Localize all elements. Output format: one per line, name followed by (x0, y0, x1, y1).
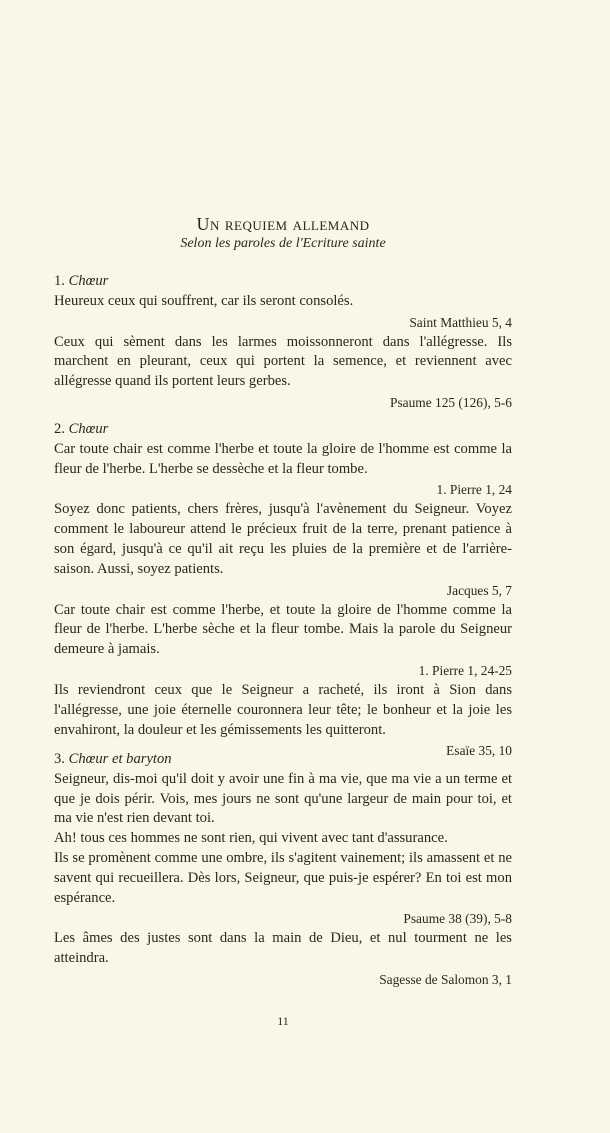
verse-reference: Jacques 5, 7 (446, 582, 512, 598)
section-1 (54, 272, 512, 413)
section-number: 2. (54, 421, 65, 437)
section-heading (54, 420, 512, 440)
verse-reference: Saint Matthieu 5, 4 (409, 314, 512, 330)
verse-text: Soyez donc patients, chers frères, jusqu'à l'avènement du Seigneur. Voyez comment le laboureur attend le précieux fruit de la terre, prenant patience à son égard, jusqu'à ce qu'il ait reçu les pluies de la première et de l'arrière-saison. Aussi, soyez patients. (54, 501, 512, 577)
section-heading (54, 272, 512, 292)
section-2 (54, 420, 512, 761)
title-text: Un requiem allemand (196, 214, 370, 234)
verse-text: Heureux ceux qui souffrent, car ils seront consolés. (54, 292, 354, 309)
verse-reference: Sagesse de Salomon 3, 1 (379, 971, 512, 987)
section-3 (54, 750, 512, 990)
verse-text: Car toute chair est comme l'herbe, et toute la gloire de l'homme comme la fleur de l'herbe. L'herbe sèche et la fleur tombe. Mais la parole du Seigneur demeure à jamais. (54, 601, 512, 658)
verse-text: Ah! tous ces hommes ne sont rien, qui vivent avec tant d'assurance. (54, 830, 448, 847)
page-subtitle: Selon les paroles de l'Ecriture sainte (180, 236, 386, 251)
verse-reference: 1. Pierre 1, 24 (436, 482, 512, 498)
verse-reference: Esaïe 35, 10 (446, 743, 512, 759)
section-voice: Chœur (68, 421, 109, 437)
section-number: 1. (54, 273, 65, 289)
verse-reference: Psaume 38 (39), 5-8 (403, 911, 512, 927)
verse-text: Ils reviendront ceux que le Seigneur a racheté, ils iront à Sion dans l'allégresse, une joie éternelle couronnera leur tête; le bonheur et la joie les envahiront, la douleur et les gémissements les quitteront. (54, 681, 512, 738)
section-number: 3. (54, 751, 65, 767)
verse-text: Ils se promènent comme une ombre, ils s'agitent vainement; ils amassent et ne savent qui recueillera. Dès lors, Seigneur, que puis-je espérer? En toi est mon espérance. (54, 849, 512, 906)
section-voice: Chœur (68, 273, 109, 289)
verse-text: Ceux qui sèment dans les larmes moissonneront dans l'allégresse. Ils marchent en pleurant, ceux qui portent la semence, et reviennent avec allégresse quand ils portent leurs gerbes. (54, 333, 512, 390)
section-voice: Chœur et baryton (68, 751, 172, 767)
verse-reference: Psaume 125 (126), 5-6 (390, 394, 512, 410)
verse-reference: 1. Pierre 1, 24-25 (418, 662, 512, 678)
verse-text: Les âmes des justes sont dans la main de Dieu, et nul tourment ne les atteindra. (54, 930, 512, 967)
verse-text: Car toute chair est comme l'herbe et toute la gloire de l'homme est comme la fleur de l'herbe. L'herbe se dessèche et la fleur tombe. (54, 440, 512, 477)
section-heading (54, 750, 512, 770)
verse-text: Seigneur, dis-moi qu'il doit y avoir une fin à ma vie, que ma vie a un terme et que je dois périr. Vois, mes jours ne sont qu'une largeur de main pour toi, et ma vie n'est rien devant toi. (54, 770, 512, 827)
page-title (0, 214, 566, 235)
page-number: 11 (277, 1014, 289, 1028)
